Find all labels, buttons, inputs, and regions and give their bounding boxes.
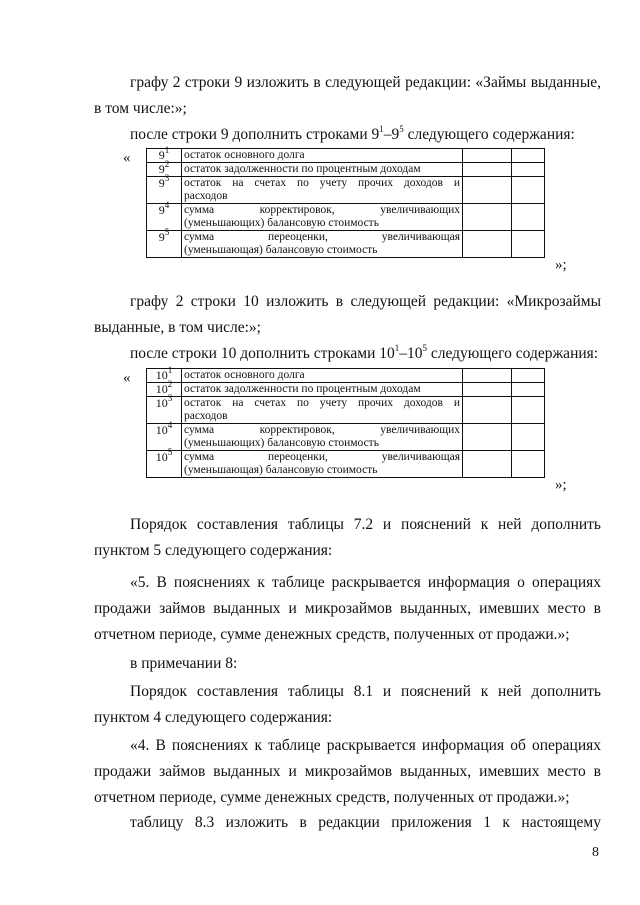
- paragraph-line: выданные, в том числе:»;: [94, 319, 261, 336]
- opening-quote: «: [123, 370, 131, 386]
- empty-cell: [512, 383, 545, 397]
- row-description: остаток задолженности по процентным доходам: [182, 163, 463, 177]
- paragraph-line: после строки 10 дополнить строками $10^1-10^5$ следующего содержания:: [130, 342, 599, 362]
- insert-table-9: [146, 145, 545, 258]
- empty-cell: [512, 451, 545, 478]
- table-row: [147, 383, 545, 397]
- row-description: остаток на счетах по учету прочих доходов и расходов: [182, 397, 463, 424]
- closing-quote: »;: [555, 477, 567, 493]
- row-number: $10^2$: [147, 383, 182, 397]
- table-row: [147, 204, 545, 231]
- paragraph: в примечании 8:: [130, 655, 238, 672]
- table-row: [147, 369, 545, 383]
- row-description: сумма корректировок, увеличивающих (уменьшающих) балансовую стоимость: [182, 204, 463, 231]
- empty-cell: [463, 231, 512, 258]
- row-number: $9^3$: [147, 177, 182, 204]
- empty-cell: [463, 369, 512, 383]
- paragraph-line: в том числе:»;: [94, 100, 187, 117]
- row-number: $10^5$: [147, 451, 182, 478]
- empty-cell: [512, 231, 545, 258]
- empty-cell: [463, 163, 512, 177]
- table-row: [147, 149, 545, 163]
- empty-cell: [463, 149, 512, 163]
- empty-cell: [463, 383, 512, 397]
- row-description: остаток на счетах по учету прочих доходов и расходов: [182, 177, 463, 204]
- table-row: [147, 397, 545, 424]
- row-number: $9^5$: [147, 231, 182, 258]
- row-description: остаток задолженности по процентным доходам: [182, 383, 463, 397]
- empty-cell: [512, 163, 545, 177]
- row-description: остаток основного долга: [182, 149, 463, 163]
- row-number: $10^3$: [147, 397, 182, 424]
- row-description: сумма переоценки, увеличивающая (уменьшающая) балансовую стоимость: [182, 231, 463, 258]
- empty-cell: [463, 397, 512, 424]
- empty-cell: [512, 149, 545, 163]
- table-row: [147, 231, 545, 258]
- empty-cell: [463, 451, 512, 478]
- closing-quote: »;: [555, 257, 567, 273]
- row-number: $10^4$: [147, 424, 182, 451]
- paragraph: таблицу 8.3 изложить в редакции приложения 1 к настоящему: [130, 814, 601, 831]
- paragraph: Порядок составления таблицы 8.1 и пояснений к ней дополнить пунктом 4 следующего содержания:: [94, 683, 601, 726]
- empty-cell: [512, 204, 545, 231]
- paragraph-line: после строки 9 дополнить строками $9^1-9^5$ следующего содержания:: [130, 123, 575, 143]
- table-row: [147, 451, 545, 478]
- empty-cell: [463, 204, 512, 231]
- empty-cell: [463, 177, 512, 204]
- paragraph: Порядок составления таблицы 7.2 и пояснений к ней дополнить пунктом 5 следующего содержания:: [94, 516, 601, 559]
- opening-quote: «: [123, 150, 131, 166]
- table-row: [147, 177, 545, 204]
- table-row: [147, 163, 545, 177]
- row-number: $9^4$: [147, 204, 182, 231]
- row-number: $9^1$: [147, 149, 182, 163]
- paragraph-line: графу 2 строки 10 изложить в следующей редакции: «Микрозаймы: [130, 293, 601, 310]
- insert-table-10: [146, 365, 545, 478]
- empty-cell: [512, 424, 545, 451]
- paragraph-line: графу 2 строки 9 изложить в следующей редакции: «Займы выданные,: [130, 74, 601, 91]
- table-row: [147, 424, 545, 451]
- empty-cell: [512, 369, 545, 383]
- row-description: остаток основного долга: [182, 369, 463, 383]
- row-number: $10^1$: [147, 369, 182, 383]
- paragraph: «4. В пояснениях к таблице раскрывается информация об операциях продажи займов выданных и микрозаймов выданных, имевших место в отчетном периоде, сумме денежных средств, полученных от продажи.»;: [94, 737, 601, 806]
- empty-cell: [463, 424, 512, 451]
- row-description: сумма корректировок, увеличивающих (уменьшающих) балансовую стоимость: [182, 424, 463, 451]
- empty-cell: [512, 397, 545, 424]
- row-description: сумма переоценки, увеличивающая (уменьшающая) балансовую стоимость: [182, 451, 463, 478]
- paragraph: «5. В пояснениях к таблице раскрывается информация о операциях продажи займов выданных и микрозаймов выданных, имевших место в отчетном периоде, сумме денежных средств, полученных от продажи.»;: [94, 574, 601, 643]
- page-number: 8: [592, 845, 599, 860]
- row-number: $9^2$: [147, 163, 182, 177]
- empty-cell: [512, 177, 545, 204]
